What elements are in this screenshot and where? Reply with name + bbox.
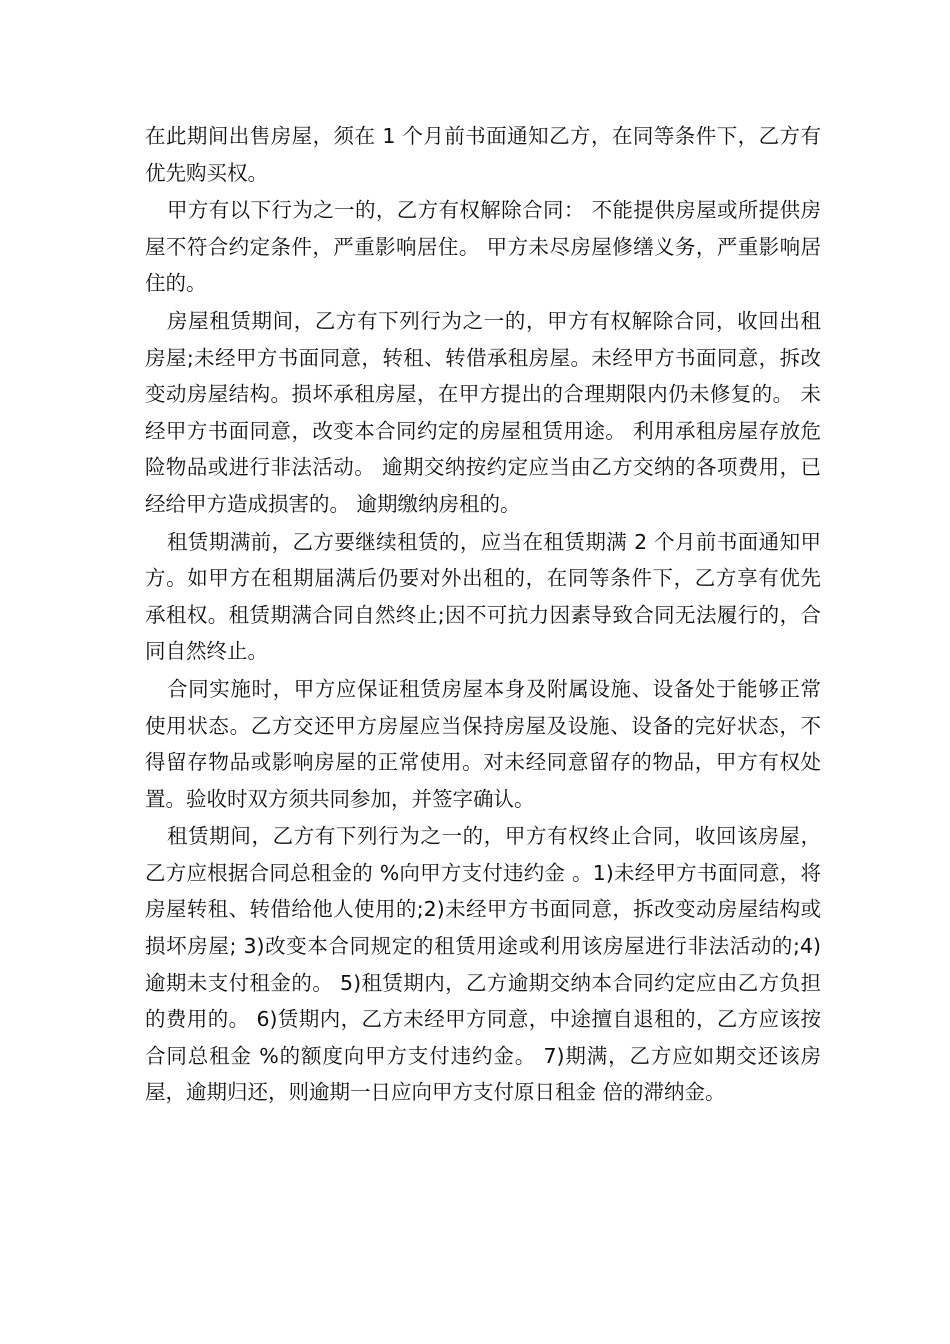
- paragraph-6: 租赁期间，乙方有下列行为之一的，甲方有权终止合同，收回该房屋，乙方应根据合同总租金的 %向甲方支付违约金 。1)未经甲方书面同意，将房屋转租、转借给他人使用的;2)未经甲方书面同意，拆改变动房屋结构或损坏房屋; 3)改变本合同规定的租赁用途或利用该房屋进行非法活动的;4)逾期未支付租金的。 5)租赁期内，乙方逾期交纳本合同约定应由乙方负担的费用的。 6)赁期内，乙方未经甲方同意，中途擅自退租的，乙方应该按合同总租金 %的额度向甲方支付违约金。 7)期满，乙方应如期交还该房屋，逾期归还，则逾期一日应向甲方支付原日租金 倍的滞纳金。: [145, 824, 821, 1105]
- paragraph-4: 租赁期满前，乙方要继续租赁的，应当在租赁期满 2 个月前书面通知甲方。如甲方在租期届满后仍要对外出租的，在同等条件下，乙方享有优先承租权。租赁期满合同自然终止;因不可抗力因素导致合同无法履行的，合同自然终止。: [145, 529, 821, 664]
- paragraph-3: 房屋租赁期间，乙方有下列行为之一的，甲方有权解除合同，收回出租房屋;未经甲方书面同意，转租、转借承租房屋。未经甲方书面同意，拆改变动房屋结构。损坏承租房屋，在甲方提出的合理期限内仍未修复的。 未经甲方书面同意，改变本合同约定的房屋租赁用途。 利用承租房屋存放危险物品或进行非法活动。 逾期交纳按约定应当由乙方交纳的各项费用，已经给甲方造成损害的。 逾期缴纳房租的。: [145, 308, 821, 516]
- paragraph-2: 甲方有以下行为之一的，乙方有权解除合同： 不能提供房屋或所提供房屋不符合约定条件，严重影响居住。 甲方未尽房屋修缮义务，严重影响居住的。: [145, 198, 821, 296]
- document-page: [145, 118, 821, 1111]
- paragraph-5: 合同实施时，甲方应保证租赁房屋本身及附属设施、设备处于能够正常使用状态。乙方交还甲方房屋应当保持房屋及设施、设备的完好状态，不得留存物品或影响房屋的正常使用。对未经同意留存的物品，甲方有权处置。验收时双方须共同参加，并签字确认。: [145, 676, 821, 811]
- paragraph-1: 在此期间出售房屋，须在 1 个月前书面通知乙方，在同等条件下，乙方有优先购买权。: [145, 124, 821, 185]
